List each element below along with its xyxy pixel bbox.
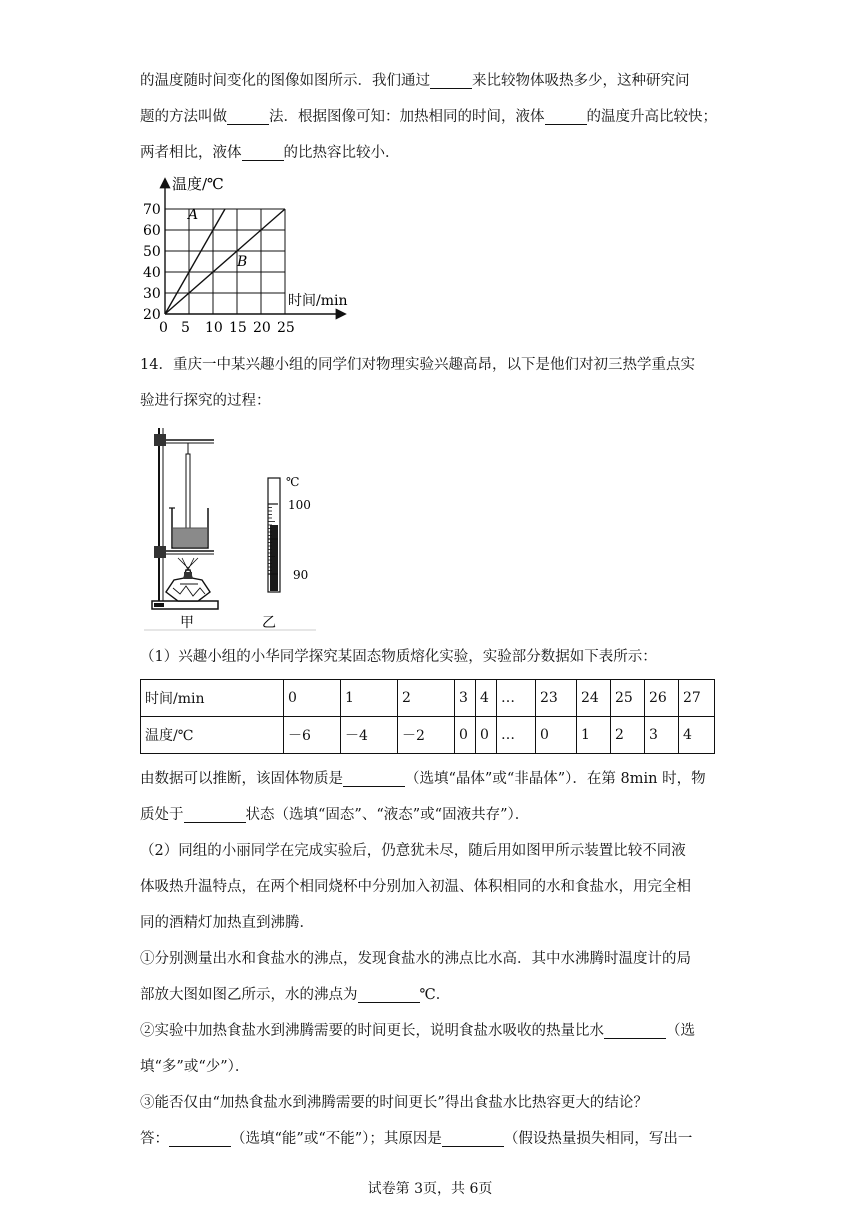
table-cell: 3: [455, 680, 476, 717]
part2-line-3: 同的酒精灯加热直到沸腾．: [140, 915, 314, 931]
x-tick-label: 25: [277, 320, 295, 336]
mercury-column: [270, 525, 278, 591]
y-tick-label: 50: [143, 244, 161, 260]
table-row: [141, 680, 715, 717]
part1-line-1: 由数据可以推断，该固体物质是 （选填“晶体”或“非晶体”）．在第 8min 时，物: [140, 760, 730, 798]
line-b-label: B: [237, 254, 248, 270]
figure-label-yi: 乙: [262, 615, 276, 631]
answer-blank[interactable]: [358, 984, 420, 1003]
table-cell: 26: [645, 680, 679, 717]
table-cell: 时间/min: [141, 680, 284, 717]
melting-data-table: [140, 679, 715, 754]
y-tick-label: 60: [143, 223, 161, 239]
apparatus-figure: [140, 420, 320, 634]
table-cell: 27: [679, 680, 715, 717]
page-footer: 试卷第 3页，共 6页: [367, 1181, 493, 1197]
temperature-time-graph: [140, 172, 380, 342]
q14-line-1: 14．重庆一中某兴趣小组的同学们对物理实验兴趣高昂，以下是他们对初三热学重点实: [140, 357, 695, 373]
answer-blank[interactable]: [430, 70, 472, 89]
part2-sub1-line-2: 部放大图如图乙所示，水的沸点为 ℃．: [140, 976, 730, 1014]
table-cell: 23: [536, 680, 577, 717]
table-cell: …: [497, 680, 536, 717]
part2-sub2-line-2: 填“多”或“少”）．: [140, 1059, 250, 1075]
figure-label-jia: 甲: [180, 615, 194, 631]
q13-line-3: 两者相比，液体 的比热容比较小．: [140, 134, 730, 172]
table-cell: 2: [398, 680, 455, 717]
part1-intro: （1）兴趣小组的小华同学探究某固态物质熔化实验，实验部分数据如下表所示：: [140, 649, 657, 665]
top-clamp: [154, 434, 166, 446]
table-cell: 4: [476, 680, 497, 717]
y-tick-label: 30: [143, 286, 161, 302]
answer-blank[interactable]: [343, 768, 405, 787]
answer-blank[interactable]: [604, 1020, 666, 1039]
y-tick-label: 70: [143, 202, 161, 218]
answer-blank[interactable]: [442, 1128, 504, 1147]
x-axis-label: 时间/min: [288, 293, 348, 309]
table-cell: 3: [645, 717, 679, 754]
q13-line-2: 题的方法叫做 法．根据图像可知：加热相同的时间，液体 的温度升高比较快；: [140, 98, 730, 136]
answer-blank[interactable]: [184, 804, 246, 823]
part2-sub3-line-2: 答： （选填“能”或“不能”）；其原因是 （假设热量损失相同，写出一: [140, 1120, 730, 1158]
thermo-label-90: 90: [293, 568, 309, 582]
table-cell: 2: [611, 717, 645, 754]
table-cell: 1: [577, 717, 611, 754]
part2-line-1: （2）同组的小丽同学在完成实验后，仍意犹未尽，随后用如图甲所示装置比较不同液: [140, 843, 686, 859]
table-cell: 0: [284, 680, 341, 717]
table-cell: 0: [536, 717, 577, 754]
table-cell: 4: [679, 717, 715, 754]
part1-line-2: 质处于 状态（选填“固态”、“液态”或“固液共存”）．: [140, 796, 730, 834]
answer-blank[interactable]: [227, 106, 269, 125]
y-tick-label: 20: [143, 307, 161, 323]
part2-sub3-line-1: ③能否仅由“加热食盐水到沸腾需要的时间更长”得出食盐水比热容更大的结论？: [140, 1095, 648, 1111]
x-tick-label: 10: [205, 320, 223, 336]
table-row: [141, 717, 715, 754]
x-tick-label: 15: [229, 320, 247, 336]
thermo-label-100: 100: [288, 498, 311, 512]
table-cell: 24: [577, 680, 611, 717]
table-cell: －4: [341, 717, 398, 754]
answer-blank[interactable]: [545, 106, 587, 125]
x-tick-label: 5: [181, 320, 190, 336]
table-cell: 0: [476, 717, 497, 754]
line-a-label: A: [188, 207, 199, 223]
zoomed-thermometer: [268, 475, 311, 592]
table-cell: 0: [455, 717, 476, 754]
table-cell: －6: [284, 717, 341, 754]
beaker-liquid: [173, 528, 207, 547]
part2-sub1-line-1: ①分别测量出水和食盐水的沸点，发现食盐水的沸点比水高．其中水沸腾时温度计的局: [140, 951, 691, 967]
table-cell: …: [497, 717, 536, 754]
ring-clamp: [154, 546, 166, 558]
table-cell: 1: [341, 680, 398, 717]
table-cell: －2: [398, 717, 455, 754]
table-cell: 温度/℃: [141, 717, 284, 754]
series-line-b: [165, 209, 285, 314]
answer-blank[interactable]: [169, 1128, 231, 1147]
answer-blank[interactable]: [242, 142, 284, 161]
part2-sub2-line-1: ②实验中加热食盐水到沸腾需要的时间更长，说明食盐水吸收的热量比水 （选: [140, 1012, 730, 1050]
y-axis-label: 温度/℃: [172, 175, 224, 193]
part2-line-2: 体吸热升温特点，在两个相同烧杯中分别加入初温、体积相同的水和食盐水，用完全相: [140, 879, 691, 895]
x-tick-label: 0: [159, 320, 168, 336]
thermo-unit: ℃: [286, 475, 300, 489]
y-tick-label: 40: [143, 265, 161, 281]
q14-line-2: 验进行探究的过程：: [140, 393, 271, 409]
series-line-a: [165, 209, 225, 314]
table-cell: 25: [611, 680, 645, 717]
x-tick-label: 20: [253, 320, 271, 336]
q13-line-1: 的温度随时间变化的图像如图所示．我们通过 来比较物体吸热多少，这种研究问: [140, 62, 730, 100]
